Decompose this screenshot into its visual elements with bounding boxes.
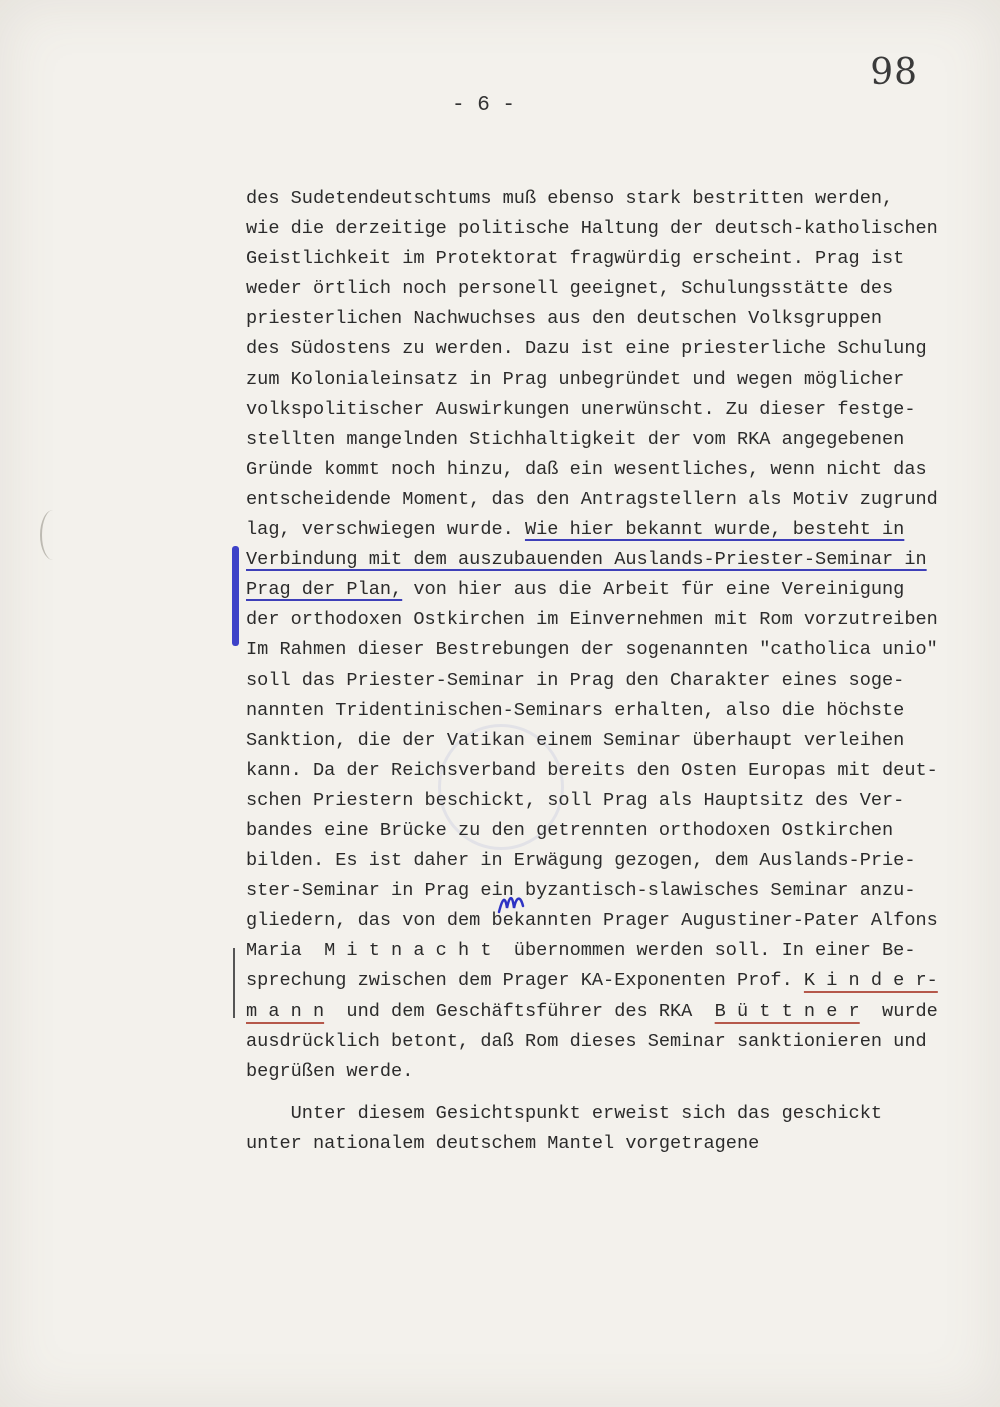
text-line: ausdrücklich betont, daß Rom dieses Seminar sanktionieren und bbox=[246, 1030, 927, 1052]
page-number: - 6 - bbox=[452, 94, 516, 117]
margin-marker-blue bbox=[232, 546, 239, 646]
text-line: stellten mangelnden Stichhaltigkeit der vom RKA angegebenen bbox=[246, 428, 905, 450]
folio-number: 98 bbox=[870, 52, 918, 93]
text-run: von hier aus die Arbeit für eine Vereinigung bbox=[402, 579, 905, 601]
text-line bbox=[246, 997, 996, 1027]
text-line: priesterlichen Nachwuchses aus den deutschen Volksgruppen bbox=[246, 308, 883, 330]
text-line: begrüßen werde. bbox=[246, 1060, 414, 1082]
text-line: Maria M i t n a c h t übernommen werden soll. In einer Be- bbox=[246, 940, 916, 962]
text-line: Im Rahmen dieser Bestrebungen der sogenannten "catholica unio" bbox=[246, 639, 938, 661]
underlined-passage: Verbindung mit dem auszubauenden Auslands-Priester-Seminar in bbox=[246, 549, 927, 571]
text-run: sprechung zwischen dem Prager KA-Exponenten Prof. bbox=[246, 970, 804, 992]
text-line: gliedern, das von dem bekannten Prager Augustiner-Pater Alfons bbox=[246, 910, 938, 932]
text-line: kann. Da der Reichsverband bereits den Osten Europas mit deut- bbox=[246, 759, 938, 781]
text-line: entscheidende Moment, das den Antragstellern als Motiv zugrund bbox=[246, 488, 938, 510]
text-line: weder örtlich noch personell geeignet, Schulungsstätte des bbox=[246, 278, 894, 300]
text-line: der orthodoxen Ostkirchen im Einvernehmen mit Rom vorzutreiben bbox=[246, 609, 938, 631]
text-line: ster-Seminar in Prag ein byzantisch-slawisches Seminar anzu- bbox=[246, 880, 916, 902]
text-line bbox=[246, 575, 996, 605]
text-line: bilden. Es ist daher in Erwägung gezogen, dem Auslands-Prie- bbox=[246, 850, 916, 872]
underlined-passage: Prag der Plan, bbox=[246, 579, 403, 601]
text-line: schen Priestern beschickt, soll Prag als Hauptsitz des Ver- bbox=[246, 789, 905, 811]
underlined-name: m a n n bbox=[246, 1000, 325, 1022]
text-line: volkspolitischer Auswirkungen unerwünscht. Zu dieser festge- bbox=[246, 398, 916, 420]
paragraph-gap bbox=[246, 1087, 996, 1099]
text-line: nannten Tridentinischen-Seminars erhalten, also die höchste bbox=[246, 699, 905, 721]
text-line bbox=[246, 966, 996, 996]
text-line: des Sudetendeutschtums muß ebenso stark bestritten werden, bbox=[246, 188, 894, 209]
text-run: wurde bbox=[859, 1000, 938, 1022]
text-line: Geistlichkeit im Protektorat fragwürdig erscheint. Prag ist bbox=[246, 248, 905, 270]
text-line: unter nationalem deutschem Mantel vorgetragene bbox=[246, 1132, 760, 1154]
text-line: wie die derzeitige politische Haltung der deutsch-katholischen bbox=[246, 218, 938, 240]
text-line: soll das Priester-Seminar in Prag den Charakter eines soge- bbox=[246, 669, 905, 691]
text-line: Sanktion, die der Vatikan einem Seminar überhaupt verleihen bbox=[246, 729, 905, 751]
text-line: Unter diesem Gesichtspunkt erweist sich das geschickt bbox=[246, 1102, 883, 1124]
underlined-passage: Wie hier bekannt wurde, besteht in bbox=[524, 519, 905, 541]
text-line: des Südostens zu werden. Dazu ist eine priesterliche Schulung bbox=[246, 338, 927, 360]
text-run: lag, verschwiegen wurde. bbox=[246, 519, 525, 541]
underlined-name: K i n d e r- bbox=[803, 970, 938, 992]
text-line: zum Kolonialeinsatz in Prag unbegründet und wegen möglicher bbox=[246, 368, 905, 390]
punch-hole-mark bbox=[40, 510, 66, 560]
text-line: Gründe kommt noch hinzu, daß ein wesentliches, wenn nicht das bbox=[246, 458, 927, 480]
text-line bbox=[246, 515, 996, 545]
text-line: bandes eine Brücke zu den getrennten orthodoxen Ostkirchen bbox=[246, 819, 894, 841]
underlined-name: B ü t t n e r bbox=[714, 1000, 860, 1022]
text-line bbox=[246, 545, 996, 575]
margin-marker-pencil bbox=[233, 948, 235, 1018]
text-run: und dem Geschäftsführer des RKA bbox=[324, 1000, 715, 1022]
document-body bbox=[246, 184, 996, 1159]
